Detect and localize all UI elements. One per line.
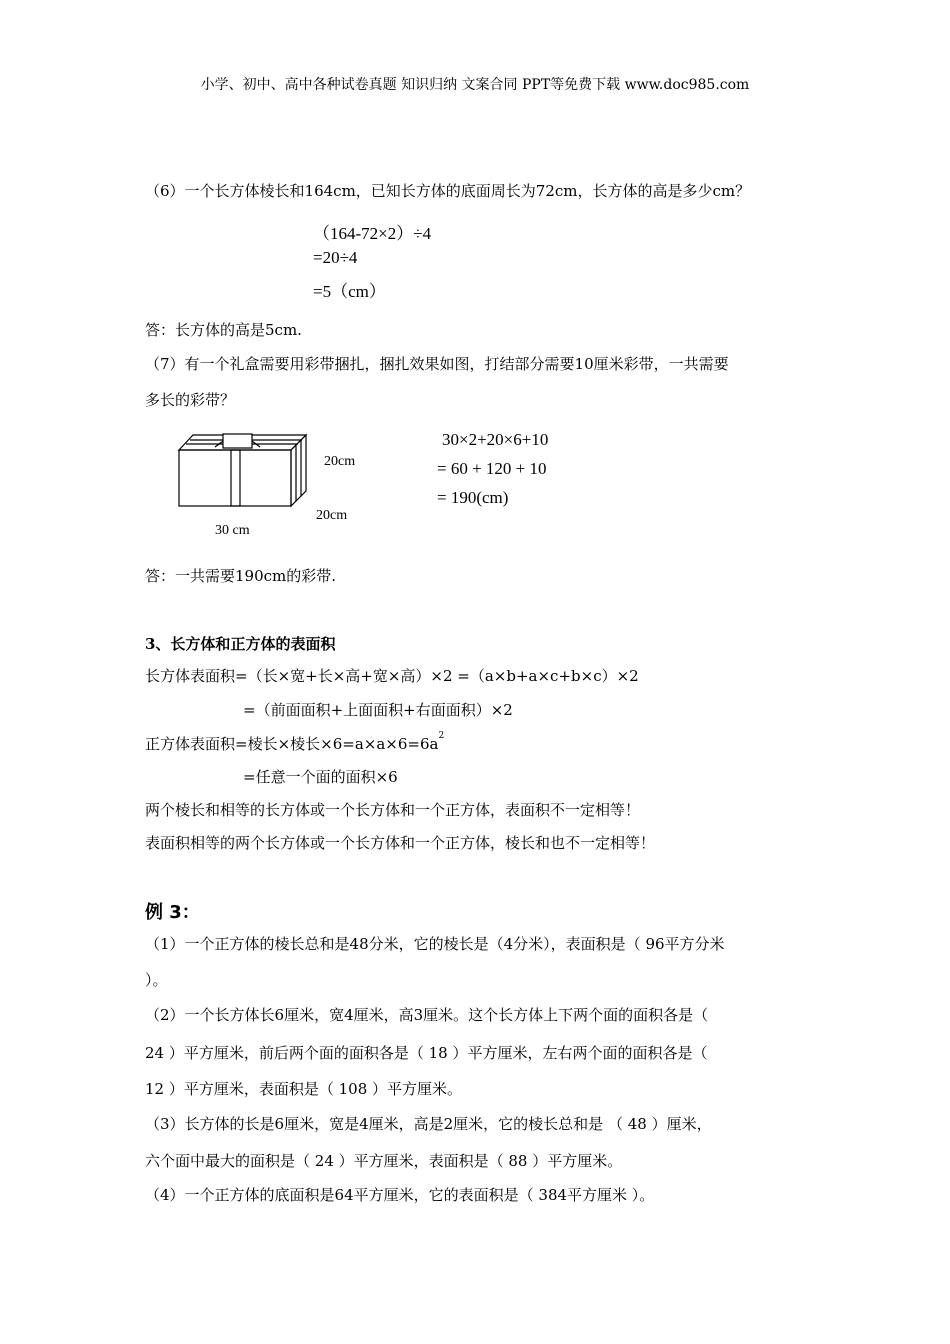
q6-question: （6）一个长方体棱长和164cm，已知长方体的底面周长为72cm，长方体的高是多少cm？ [145, 182, 751, 200]
q6-calc-3: =5（cm） [313, 282, 386, 301]
q6-calc-1: （164-72×2）÷4 [313, 224, 432, 243]
figure-height-label: 20cm [324, 454, 356, 469]
ex3-p2-line2: 24 ）平方厘米，前后两个面的面积各是（ 18 ）平方厘米，左右两个面的面积各是（ [145, 1044, 708, 1062]
example3-title: 例 3： [145, 902, 200, 923]
figure-length-label: 30 cm [215, 523, 250, 538]
box-front-face [179, 450, 291, 506]
cube-surface-formula: 正方体表面积=棱长×棱长$\times 6=a\times a\times 6=6a^2$ [145, 731, 445, 753]
section3-note-1: 两个棱长和相等的长方体或一个长方体和一个正方体，表面积不一定相等！ [145, 801, 641, 819]
ex3-p2-line3: 12 ）平方厘米，表面积是（ 108 ）平方厘米。 [145, 1080, 463, 1098]
box-right-face [291, 435, 306, 506]
ex3-p3-line2: 六个面中最大的面积是（ 24 ）平方厘米，表面积是（ 88 ）平方厘米。 [145, 1152, 623, 1170]
cuboid-surface-formula: 长方体表面积=（长×宽+长×高+宽×高）×2 =（a×b+a×c+b×c）×2 [145, 667, 639, 685]
ribbon-knot [223, 434, 252, 448]
figure-depth-label: 20cm [316, 508, 348, 523]
ex3-p1-line1: （1）一个正方体的棱长总和是48分米，它的棱长是（4分米），表面积是（ 96平方分米 [145, 935, 725, 953]
gift-box-figure [170, 428, 320, 512]
section3-note-2: 表面积相等的两个长方体或一个长方体和一个正方体，棱长和也不一定相等！ [145, 834, 656, 852]
q7-question-line1: （7）有一个礼盒需要用彩带捆扎，捆扎效果如图，打结部分需要10厘米彩带，一共需要 [145, 355, 729, 373]
q6-calc-2: =20÷4 [313, 248, 358, 267]
q7-calc-1: 30×2+20×6+10 [442, 430, 549, 449]
section3-title: 3、长方体和正方体的表面积 [145, 635, 336, 653]
q7-question-line2: 多长的彩带？ [145, 391, 236, 409]
q7-calc-3: = 190(cm) [437, 488, 509, 507]
q6-answer: 答：长方体的高是5cm. [145, 321, 302, 339]
q7-calc-2: = 60 + 120 + 10 [437, 459, 547, 478]
q7-answer: 答：一共需要190cm的彩带. [145, 567, 337, 585]
cuboid-surface-formula-2: =（前面面积+上面面积+右面面积）×2 [243, 701, 513, 719]
ex3-p4-line1: （4）一个正方体的底面积是64平方厘米，它的表面积是（ 384平方厘米 ）。 [145, 1186, 655, 1204]
ex3-p3-line1: （3）长方体的长是6厘米，宽是4厘米，高是2厘米，它的棱长总和是 （ 48 ）厘米， [145, 1115, 712, 1133]
front-ribbon [231, 450, 240, 506]
cube-surface-formula-2: =任意一个面的面积×6 [243, 768, 398, 786]
ex3-p1-line2: ）。 [145, 971, 168, 989]
ex3-p2-line1: （2）一个长方体长6厘米，宽4厘米，高3厘米。这个长方体上下两个面的面积各是（ [145, 1006, 709, 1024]
page-header: 小学、初中、高中各种试卷真题 知识归纳 文案合同 PPT等免费下载 www.doc985.com [200, 77, 750, 93]
